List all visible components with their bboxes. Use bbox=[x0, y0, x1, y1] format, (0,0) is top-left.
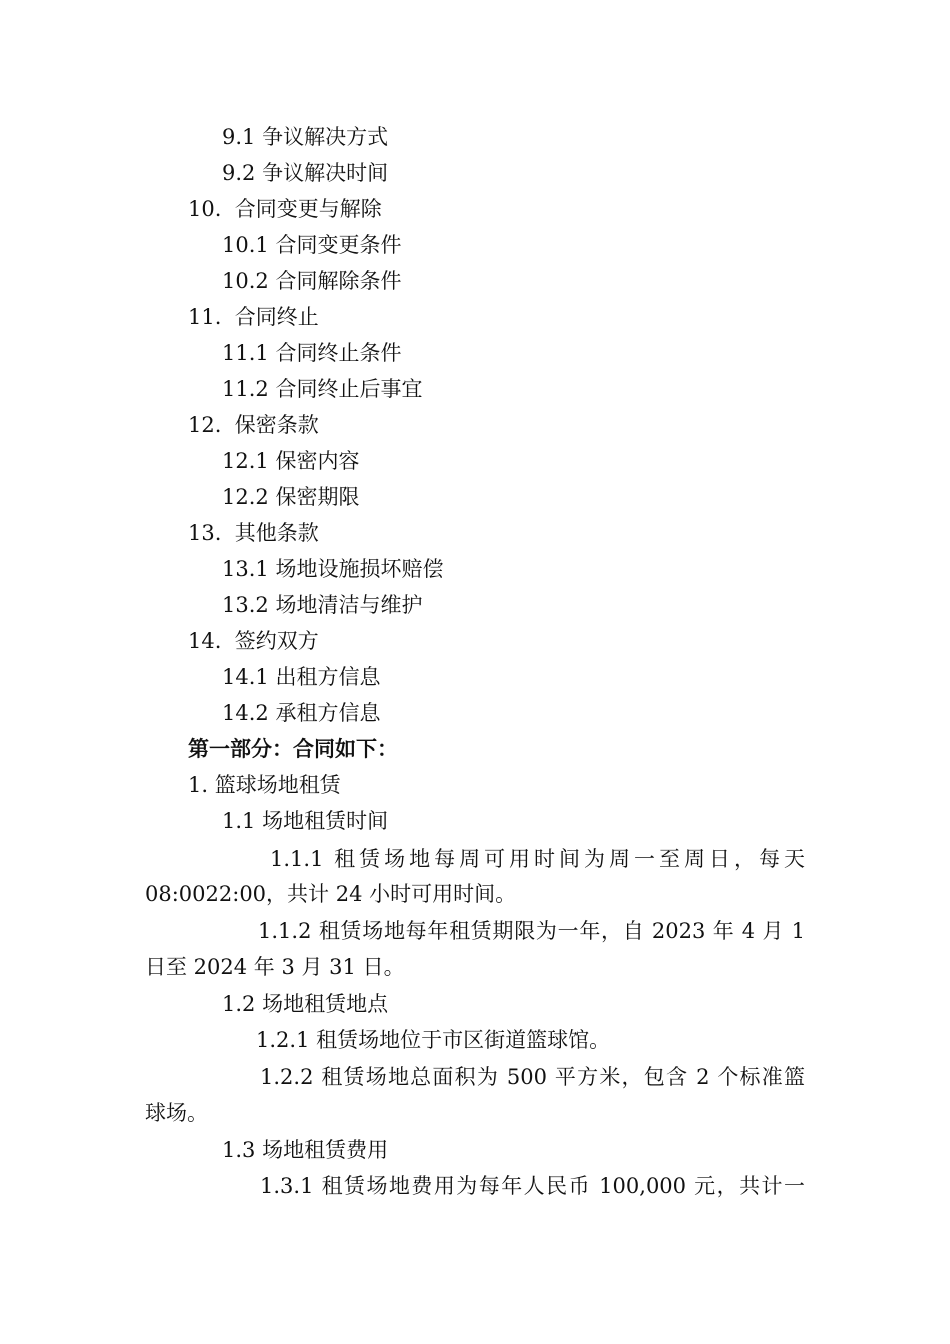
toc-text: 合同变更与解除 bbox=[234, 197, 382, 221]
toc-text: 承租方信息 bbox=[275, 701, 381, 725]
toc-text: 争议解决时间 bbox=[262, 161, 389, 185]
subclause-heading: 1.1 场地租赁时间 bbox=[222, 809, 389, 833]
toc-num: 9.1 bbox=[222, 125, 256, 149]
toc-item bbox=[222, 159, 388, 187]
paragraph-line: 08:0022:00，共计 24 小时可用时间。 bbox=[145, 882, 517, 906]
toc-num: 13.2 bbox=[222, 593, 269, 617]
toc-text: 合同终止条件 bbox=[275, 341, 402, 365]
toc-num: 12.2 bbox=[222, 485, 269, 509]
toc-item bbox=[222, 123, 388, 151]
toc-text: 争议解决方式 bbox=[262, 125, 389, 149]
paragraph-line: 1.1.1 租赁场地每周可用时间为周一至周日，每天 bbox=[270, 847, 805, 871]
paragraph-line: 1.2.1 租赁场地位于市区街道篮球馆。 bbox=[256, 1028, 611, 1052]
toc-num: 13. bbox=[188, 521, 222, 545]
toc-item bbox=[222, 267, 401, 295]
toc-item bbox=[222, 483, 359, 511]
toc-num: 9.2 bbox=[222, 161, 256, 185]
toc-text: 保密内容 bbox=[275, 449, 360, 473]
toc-num: 11.2 bbox=[222, 377, 269, 401]
paragraph-line: 1.3.1 租赁场地费用为每年人民币 100,000 元，共计一 bbox=[260, 1174, 805, 1198]
toc-text: 场地设施损坏赔偿 bbox=[275, 557, 444, 581]
toc-item bbox=[222, 555, 443, 583]
toc-num: 10. bbox=[188, 197, 222, 221]
toc-text: 合同变更条件 bbox=[275, 233, 402, 257]
toc-text: 合同终止 bbox=[234, 305, 319, 329]
toc-item bbox=[222, 447, 359, 475]
toc-item bbox=[188, 303, 319, 331]
toc-item bbox=[222, 699, 380, 727]
toc-item bbox=[188, 519, 319, 547]
toc-num: 13.1 bbox=[222, 557, 269, 581]
toc-item bbox=[222, 339, 401, 367]
subclause-heading: 1.2 场地租赁地点 bbox=[222, 992, 389, 1016]
toc-num: 14.1 bbox=[222, 665, 269, 689]
toc-item bbox=[188, 411, 319, 439]
toc-num: 11.1 bbox=[222, 341, 269, 365]
toc-text: 其他条款 bbox=[234, 521, 319, 545]
paragraph-line: 1.1.2 租赁场地每年租赁期限为一年，自 2023 年 4 月 1 bbox=[258, 919, 805, 943]
toc-num: 14.2 bbox=[222, 701, 269, 725]
toc-text: 合同终止后事宜 bbox=[275, 377, 423, 401]
section-heading: 第一部分：合同如下： bbox=[188, 736, 398, 761]
subclause-heading: 1.3 场地租赁费用 bbox=[222, 1138, 389, 1162]
paragraph-line: 球场。 bbox=[145, 1101, 208, 1125]
toc-num: 14. bbox=[188, 629, 222, 653]
toc-item bbox=[222, 663, 380, 691]
toc-text: 签约双方 bbox=[234, 629, 319, 653]
toc-item bbox=[222, 231, 401, 259]
clause-heading: 1. 篮球场地租赁 bbox=[188, 773, 341, 797]
toc-item bbox=[188, 195, 382, 223]
toc-item bbox=[222, 375, 422, 403]
toc-item bbox=[188, 627, 319, 655]
toc-num: 12. bbox=[188, 413, 222, 437]
toc-text: 场地清洁与维护 bbox=[275, 593, 423, 617]
toc-text: 出租方信息 bbox=[275, 665, 381, 689]
toc-num: 11. bbox=[188, 305, 222, 329]
toc-text: 保密期限 bbox=[275, 485, 360, 509]
paragraph-line: 1.2.2 租赁场地总面积为 500 平方米，包含 2 个标准篮 bbox=[260, 1065, 805, 1089]
toc-text: 合同解除条件 bbox=[275, 269, 402, 293]
toc-num: 12.1 bbox=[222, 449, 269, 473]
paragraph-line: 日至 2024 年 3 月 31 日。 bbox=[145, 955, 405, 979]
toc-item bbox=[222, 591, 422, 619]
toc-num: 10.1 bbox=[222, 233, 269, 257]
toc-num: 10.2 bbox=[222, 269, 269, 293]
toc-text: 保密条款 bbox=[234, 413, 319, 437]
